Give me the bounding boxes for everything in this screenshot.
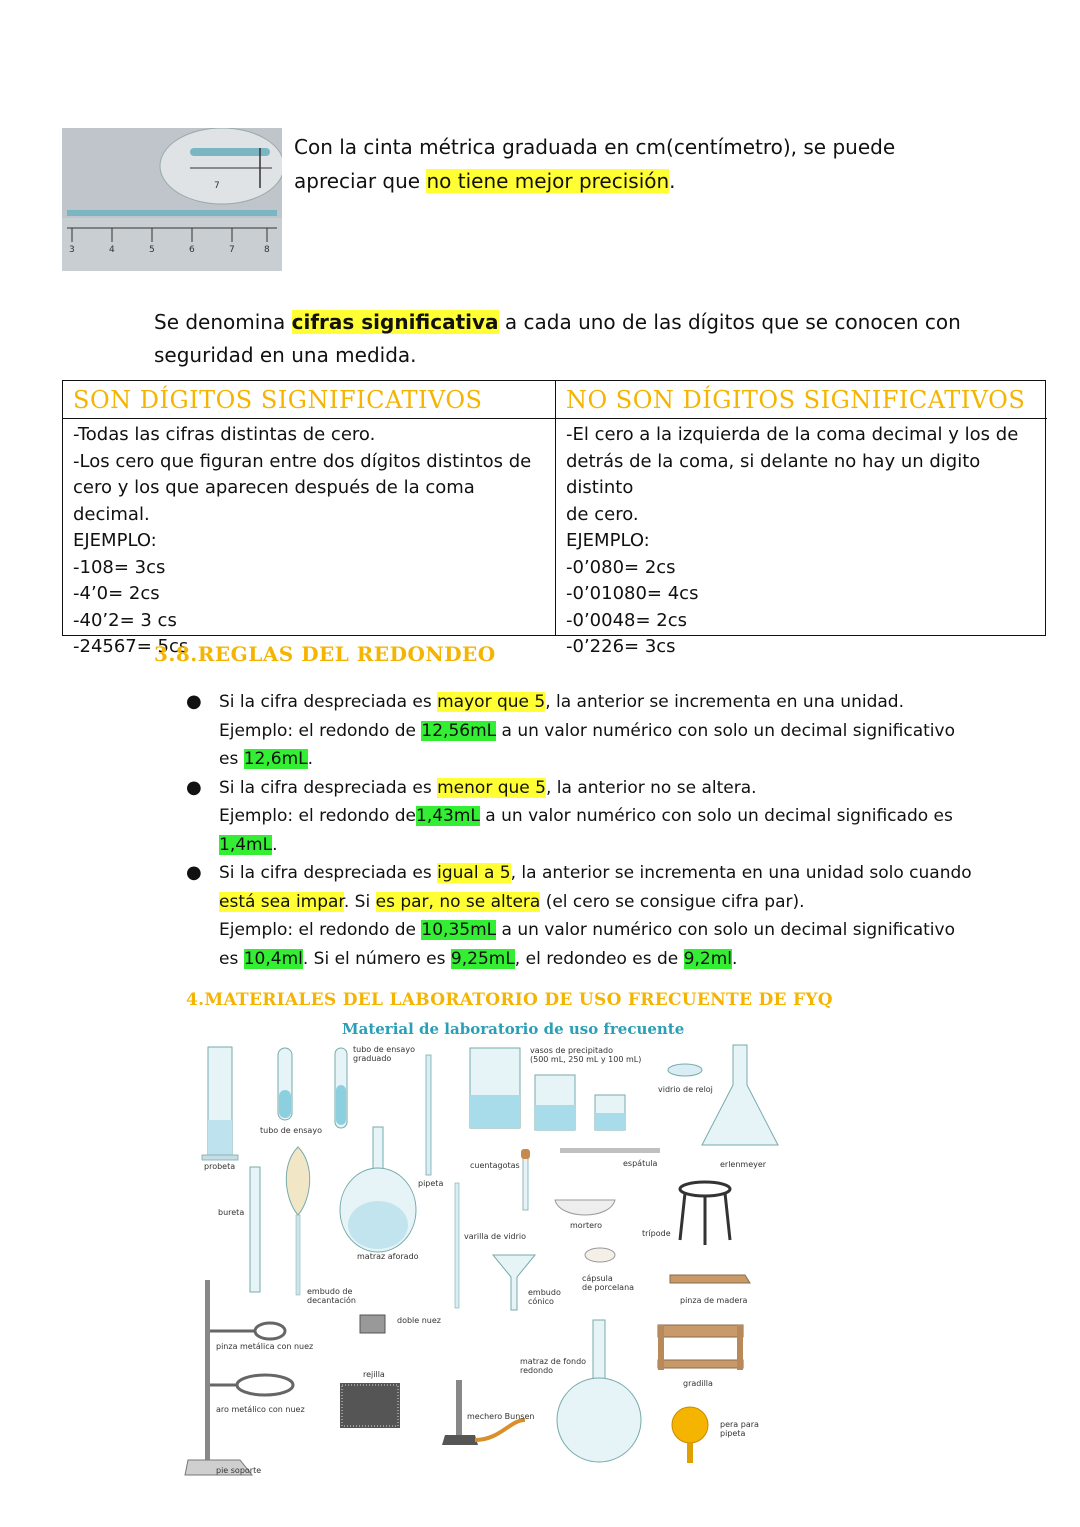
bullet-icon: ●: [186, 862, 202, 883]
value-highlight: 12,6mL: [243, 749, 308, 769]
table-line: -0’080= 2cs: [566, 556, 676, 578]
text: a un valor numérico con solo un decimal significativo: [496, 720, 955, 741]
value-highlight: 10,4ml: [243, 948, 303, 969]
table-column-not-significant: [555, 381, 1047, 657]
table-line: detrás de la coma, si delante no hay un digito distinto: [566, 450, 981, 498]
definition-line: [154, 306, 1014, 339]
text: .: [732, 948, 738, 969]
section-heading: 4.MATERIALES DEL LABORATORIO DE USO FRECUENTE DE FYQ: [186, 990, 833, 1010]
test-tube-icon: [278, 1048, 292, 1120]
text: Ejemplo: el redondo de: [219, 720, 422, 741]
text: a cada uno de las dígitos que se conocen con: [498, 310, 961, 334]
highlight: igual a 5: [437, 863, 511, 883]
graduated-test-tube-icon: [335, 1048, 347, 1128]
text: .: [669, 169, 676, 193]
definition-line: seguridad en una medida.: [154, 343, 417, 367]
text: Se denomina: [154, 310, 292, 334]
capsula-label: cápsula: [582, 1274, 613, 1283]
erlenmeyer-label: erlenmeyer: [720, 1160, 767, 1169]
list-item: [186, 774, 1006, 860]
vidrio-label: vidrio de reloj: [658, 1085, 713, 1094]
figure-title: Material de laboratorio de uso frecuente: [342, 1020, 685, 1038]
pipette-icon: [426, 1055, 431, 1175]
list-item: [186, 859, 1006, 973]
graduated-cylinder-icon: [202, 1047, 238, 1160]
varilla-label: varilla de vidrio: [464, 1232, 527, 1241]
section-heading: 3.8.REGLAS DEL REDONDEO: [154, 642, 496, 666]
tubo-ensayo-label: tubo de ensayo: [260, 1126, 322, 1135]
round-flask-icon: [557, 1320, 641, 1462]
text: a un valor numérico con solo un decimal significado es: [479, 806, 953, 826]
boss-head-icon: [360, 1315, 385, 1333]
text: a un valor numérico con solo un decimal significativo: [496, 920, 955, 940]
mortero-label: mortero: [570, 1221, 603, 1230]
highlight: cifras significativa: [291, 310, 499, 334]
rounding-rules-list: [186, 688, 1006, 973]
ruler-image: [62, 128, 282, 271]
text: Ejemplo: el redondo de: [219, 806, 417, 826]
cuentagotas-label: cuentagotas: [470, 1161, 520, 1170]
table-line: -0’01080= 4cs: [566, 583, 699, 604]
tripod-icon: [680, 1182, 730, 1245]
matraz-fondo-label: matraz de fondo: [520, 1357, 587, 1366]
text: .: [272, 834, 278, 855]
bureta-label: bureta: [218, 1208, 245, 1217]
text: es: [219, 948, 244, 969]
erlenmeyer-icon: [702, 1045, 778, 1145]
table-cell: [63, 419, 555, 664]
spatula-icon: [560, 1148, 660, 1153]
stand-icon: [185, 1280, 293, 1475]
embudo-conico-label: embudo: [528, 1288, 561, 1297]
text: es: [219, 749, 244, 769]
ruler-tick: 5: [149, 245, 155, 255]
embudo-dec-label: decantación: [307, 1296, 356, 1305]
text: , la anterior se incrementa en una unidad.: [545, 692, 904, 712]
gradilla-label: gradilla: [683, 1379, 713, 1388]
highlight: menor que 5: [437, 777, 546, 798]
separatory-funnel-icon: [286, 1147, 309, 1295]
table-line: -0’226= 3cs: [566, 636, 676, 657]
text: (el cero se consigue cifra par).: [540, 891, 805, 912]
pie-label: pie soporte: [216, 1466, 262, 1475]
volumetric-flask-icon: [340, 1127, 416, 1252]
text: Ejemplo: el redondo de: [219, 920, 422, 940]
pipette-bulb-icon: [672, 1407, 708, 1463]
table-line: EJEMPLO:: [566, 530, 650, 551]
text: apreciar que: [294, 169, 427, 193]
ruler-zoom-number: 7: [214, 181, 220, 191]
highlight: está sea impar: [219, 891, 344, 912]
vasos-label: (500 mL, 250 mL y 100 mL): [530, 1055, 642, 1064]
vasos-label: vasos de precipitado: [530, 1046, 613, 1055]
pipeta-label: pipeta: [418, 1179, 444, 1188]
text: Si la cifra despreciada es: [219, 777, 438, 798]
ruler-tick: 8: [264, 245, 270, 255]
rejilla-label: rejilla: [363, 1370, 385, 1379]
pinza-madera-label: pinza de madera: [680, 1296, 748, 1305]
pera-label: pera para: [720, 1420, 759, 1429]
value-highlight: 1,4mL: [219, 834, 273, 855]
mortar-icon: [555, 1200, 615, 1215]
wire-gauze-icon: [340, 1383, 400, 1428]
espatula-label: espátula: [623, 1159, 658, 1168]
value-highlight: 9,2ml: [683, 948, 732, 969]
tubo-graduado-label: tubo de ensayo: [353, 1045, 415, 1054]
probeta-label: probeta: [204, 1162, 236, 1171]
text: . Si el número es: [302, 948, 451, 969]
dropper-bulb-icon: [521, 1149, 530, 1159]
tripode-label: trípode: [642, 1229, 671, 1238]
pinza-metalica-label: pinza metálica con nuez: [216, 1342, 314, 1351]
wooden-clamp-icon: [670, 1275, 750, 1283]
table-line: -Los cero que figuran entre dos dígitos distintos de: [73, 450, 532, 472]
definition-paragraph: [154, 306, 1014, 372]
table-line: EJEMPLO:: [73, 530, 157, 551]
matraz-aforado-label: matraz aforado: [357, 1252, 419, 1261]
value-highlight: 1,43mL: [416, 806, 480, 826]
porcelain-dish-icon: [585, 1248, 615, 1262]
tubo-graduado-label: graduado: [353, 1054, 392, 1063]
table-line: -4’0= 2cs: [73, 583, 160, 604]
glass-rod-icon: [455, 1183, 459, 1308]
doble-nuez-label: doble nuez: [397, 1316, 441, 1325]
table-cell: [556, 419, 1047, 664]
embudo-dec-label: embudo de: [307, 1287, 353, 1296]
intro-line: [294, 164, 994, 198]
text: , la anterior se incrementa en una unidad solo cuando: [510, 863, 972, 883]
highlight: no tiene mejor precisión: [426, 169, 670, 193]
table-line: -24567= 5cs: [73, 636, 189, 657]
embudo-conico-label: cónico: [528, 1297, 554, 1306]
table-header: SON DÍGITOS SIGNIFICATIVOS: [63, 381, 555, 419]
table-line: -40’2= 3 cs: [73, 609, 177, 631]
text: .: [307, 749, 314, 769]
table-header: NO SON DÍGITOS SIGNIFICATIVOS: [556, 381, 1047, 419]
test-tube-rack-icon: [658, 1325, 743, 1370]
ruler-tick: 6: [189, 245, 195, 255]
bullet-icon: ●: [186, 776, 202, 798]
table-line: cero y los que aparecen después de la coma decimal.: [73, 477, 475, 525]
text: . Si: [343, 891, 376, 912]
intro-line: Con la cinta métrica graduada en cm(centímetro), se puede: [294, 135, 896, 159]
watch-glass-icon: [668, 1064, 702, 1076]
text: Si la cifra despreciada es: [219, 863, 438, 883]
mechero-label: mechero Bunsen: [467, 1412, 535, 1421]
table-line: -108= 3cs: [73, 556, 166, 578]
ruler-tick: 4: [109, 245, 115, 255]
table-line: de cero.: [566, 503, 639, 525]
ruler-tick: 7: [229, 245, 235, 255]
value-highlight: 10,35mL: [421, 920, 497, 940]
dropper-icon: [523, 1155, 528, 1210]
text: , la anterior no se altera.: [545, 777, 757, 798]
value-highlight: 12,56mL: [421, 720, 497, 741]
lab-equipment-figure: [180, 1015, 790, 1485]
intro-paragraph: [294, 130, 994, 198]
text: Si la cifra despreciada es: [219, 692, 438, 712]
capsula-label: de porcelana: [582, 1283, 635, 1292]
list-item: [186, 688, 1006, 774]
burette-icon: [250, 1167, 260, 1292]
table-line: -Todas las cifras distintas de cero.: [73, 424, 376, 445]
text: , el redondeo es de: [514, 948, 684, 969]
pera-label: pipeta: [720, 1429, 746, 1438]
value-highlight: 9,25mL: [450, 948, 515, 969]
bullet-icon: ●: [186, 691, 202, 712]
ruler-tick: 3: [69, 245, 75, 255]
table-line: -El cero a la izquierda de la coma decimal y los de: [566, 424, 1019, 445]
highlight: mayor que 5: [437, 692, 546, 712]
highlight: es par, no se altera: [375, 891, 541, 912]
table-line: -0’0048= 2cs: [566, 609, 688, 631]
matraz-fondo-label: redondo: [520, 1366, 554, 1375]
aro-label: aro metálico con nuez: [216, 1405, 305, 1414]
